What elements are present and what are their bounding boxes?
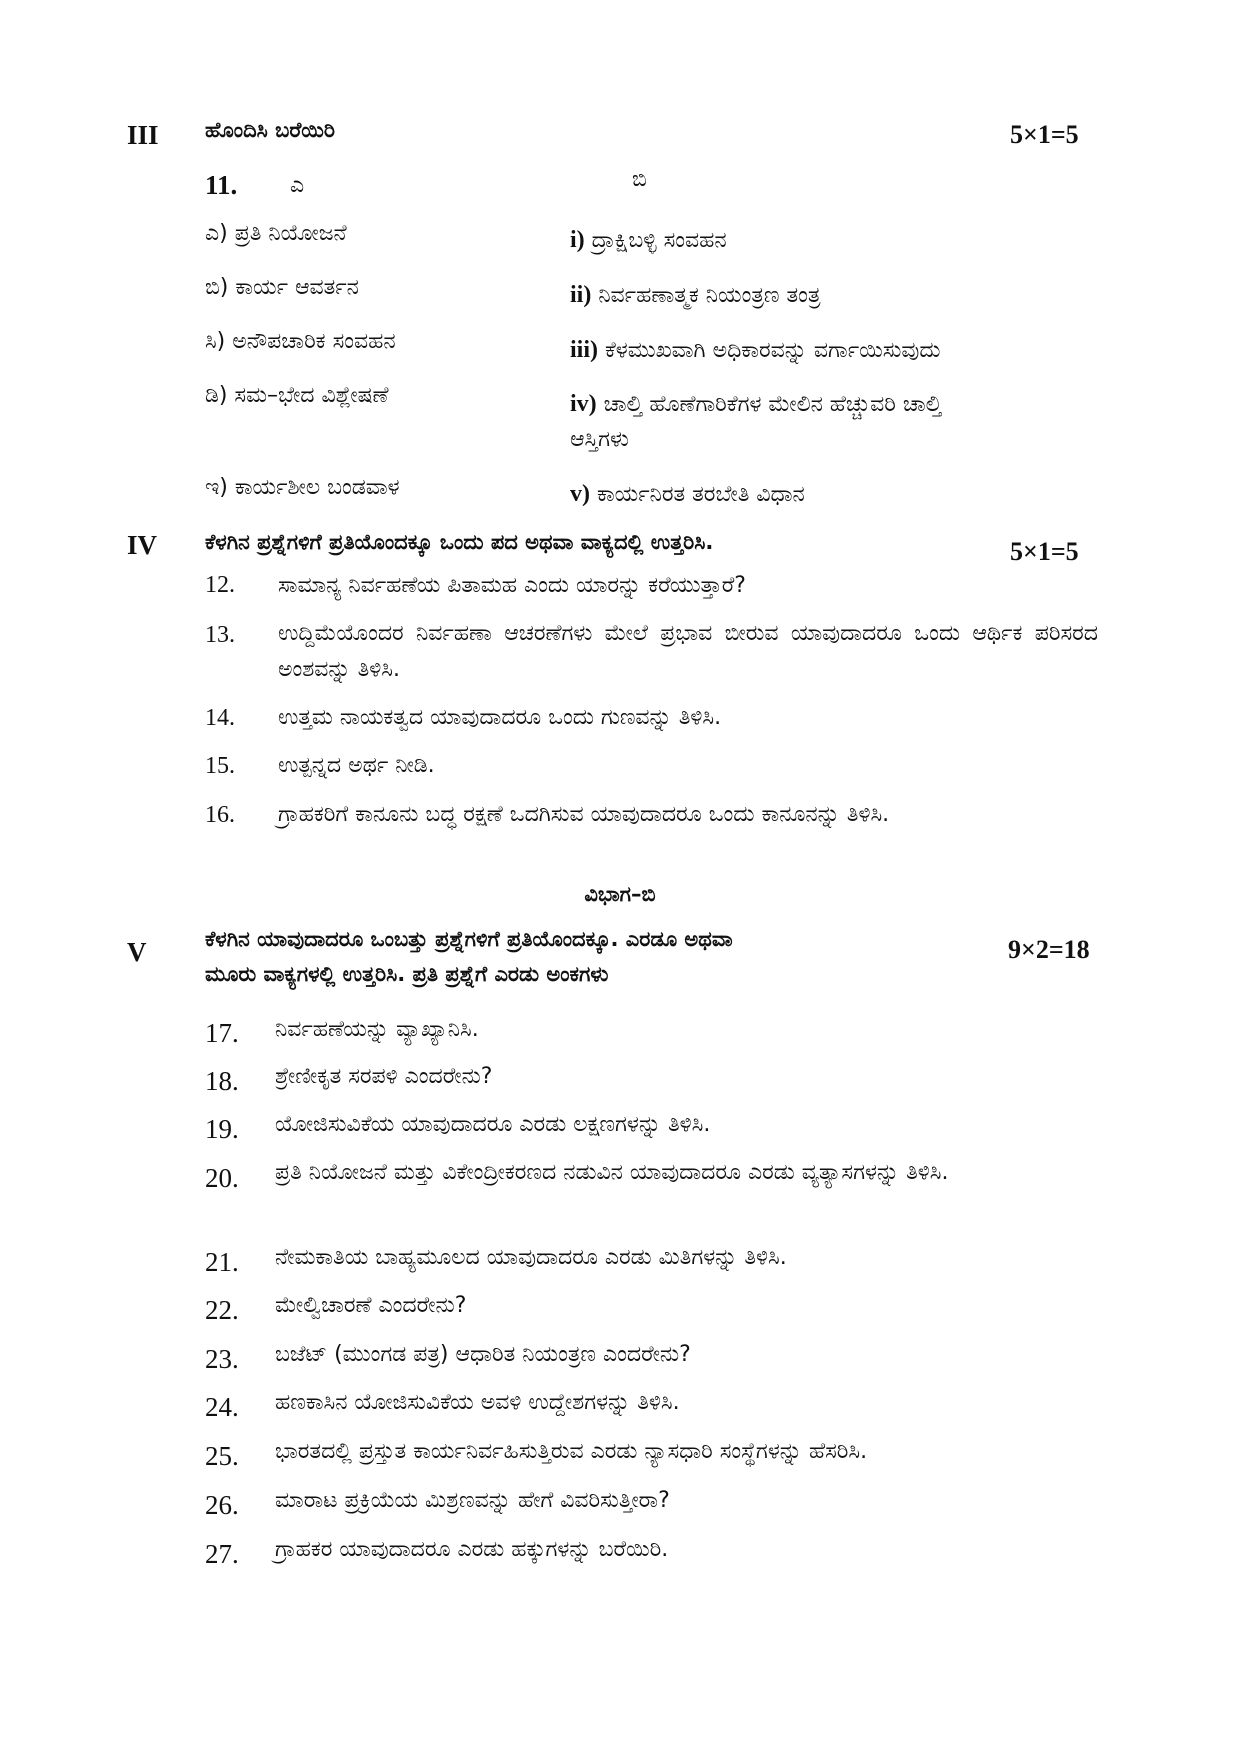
column-b-text: ಕಾರ್ಯನಿರತ ತರಬೇತಿ ವಿಧಾನ xyxy=(597,482,805,507)
question-number: 14. xyxy=(205,705,235,731)
q11-number: 11. xyxy=(205,170,238,200)
question-text: ಉತ್ತಮ ನಾಯಕತ್ವದ ಯಾವುದಾದರೂ ಒಂದು ಗುಣವನ್ನು ತಿಳಿಸಿ. xyxy=(278,705,722,730)
question-text: ಮೇಲ್ವಿಚಾರಣೆ ಎಂದರೇನು? xyxy=(275,1293,467,1318)
question-number: 18. xyxy=(205,1066,239,1096)
question-text: ಗ್ರಾಹಕರ ಯಾವುದಾದರೂ ಎರಡು ಹಕ್ಕುಗಳನ್ನು ಬರೆಯಿರಿ. xyxy=(275,1537,669,1562)
column-a-item: ಸಿ) ಅನೌಪಚಾರಿಕ ಸಂವಹನ xyxy=(205,329,396,354)
section-5-marks: 9×2=18 xyxy=(1008,935,1090,964)
question-text: ಭಾರತದಲ್ಲಿ ಪ್ರಸ್ತುತ ಕಾರ್ಯನಿರ್ವಹಿಸುತ್ತಿರುವ ಎರಡು ನ್ಯಾಸಧಾರಿ ಸಂಸ್ಥೆಗಳನ್ನು ಹೆಸರಿಸಿ. xyxy=(275,1439,868,1464)
column-b-item xyxy=(570,222,727,259)
question-number: 13. xyxy=(205,622,235,648)
column-b-item-continued: ಆಸ್ತಿಗಳು xyxy=(570,427,629,452)
column-b-text: ದ್ರಾಕ್ಷಿಬಳ್ಳಿ ಸಂವಹನ xyxy=(591,228,727,253)
question-number: 19. xyxy=(205,1114,239,1144)
question-number: 15. xyxy=(205,753,235,779)
question-text: ಶ್ರೇಣೀಕೃತ ಸರಪಳಿ ಎಂದರೇನು? xyxy=(275,1064,493,1089)
column-b-text: ನಿರ್ವಹಣಾತ್ಮಕ ನಿಯಂತ್ರಣ ತಂತ್ರ xyxy=(598,283,821,308)
question-text: ಉದ್ದಿಮೆಯೊಂದರ ನಿರ್ವಹಣಾ ಆಚರಣೆಗಳು ಮೇಲೆ ಪ್ರಭಾವ ಬೀರುವ ಯಾವುದಾದರೂ ಒಂದು ಆರ್ಥಿಕ ಪರಿಸರದ ಅಂಶವನ್ನು ತಿಳಿಸಿ. xyxy=(278,621,1098,682)
column-b-item xyxy=(570,277,820,314)
column-a-item: ಇ) ಕಾರ್ಯಶೀಲ ಬಂಡವಾಳ xyxy=(205,475,400,500)
question-text: ಮಾರಾಟ ಪ್ರಕ್ರಿಯೆಯ ಮಿಶ್ರಣವನ್ನು ಹೇಗೆ ವಿವರಿಸುತ್ತೀರಾ? xyxy=(275,1488,670,1513)
column-a-header: ಎ xyxy=(290,173,305,198)
question-text: ನೇಮಕಾತಿಯ ಬಾಹ್ಯಮೂಲದ ಯಾವುದಾದರೂ ಎರಡು ಮಿತಿಗಳನ್ನು ತಿಳಿಸಿ. xyxy=(275,1245,787,1270)
question-text: ಸಾಮಾನ್ಯ ನಿರ್ವಹಣೆಯ ಪಿತಾಮಹ ಎಂದು ಯಾರನ್ನು ಕರೆಯುತ್ತಾರೆ? xyxy=(278,573,746,598)
section-3-roman: III xyxy=(127,120,159,150)
section-4-marks: 5×1=5 xyxy=(1010,537,1079,566)
question-number: 25. xyxy=(205,1441,239,1471)
section-3-marks: 5×1=5 xyxy=(1010,120,1079,149)
section-4-roman: IV xyxy=(127,530,158,560)
section-4-heading: ಕೆಳಗಿನ ಪ್ರಶ್ನೆಗಳಿಗೆ ಪ್ರತಿಯೊಂದಕ್ಕೂ ಒಂದು ಪದ ಅಥವಾ ವಾಕ್ಯದಲ್ಲಿ ಉತ್ತರಿಸಿ. xyxy=(205,530,714,554)
column-b-label: v) xyxy=(570,481,590,507)
question-number: 27. xyxy=(205,1539,239,1569)
question-number: 20. xyxy=(205,1163,239,1193)
column-b-item xyxy=(570,332,941,369)
column-b-label: ii) xyxy=(570,282,592,308)
column-b-text: ಕೆಳಮುಖವಾಗಿ ಅಧಿಕಾರವನ್ನು ವರ್ಗಾಯಿಸುವುದು xyxy=(605,338,941,363)
section-5-heading-line1: ಕೆಳಗಿನ ಯಾವುದಾದರೂ ಒಂಬತ್ತು ಪ್ರಶ್ನೆಗಳಿಗೆ ಪ್ರತಿಯೊಂದಕ್ಕೂ. ಎರಡೂ ಅಥವಾ xyxy=(205,927,733,951)
section-5-heading-line2: ಮೂರು ವಾಕ್ಯಗಳಲ್ಲಿ ಉತ್ತರಿಸಿ. ಪ್ರತಿ ಪ್ರಶ್ನೆಗೆ ಎರಡು ಅಂಕಗಳು xyxy=(205,962,609,986)
column-b-text: ಚಾಲ್ತಿ ಹೊಣೆಗಾರಿಕೆಗಳ ಮೇಲಿನ ಹೆಚ್ಚುವರಿ ಚಾಲ್ತಿ xyxy=(603,392,942,417)
column-a-item: ಡಿ) ಸಮ–ಭೇದ ವಿಶ್ಲೇಷಣೆ xyxy=(205,383,389,408)
question-text: ನಿರ್ವಹಣೆಯನ್ನು ವ್ಯಾಖ್ಯಾನಿಸಿ. xyxy=(275,1017,479,1042)
column-a-item: ಎ) ಪ್ರತಿ ನಿಯೋಜನೆ xyxy=(205,221,347,246)
question-text: ಹಣಕಾಸಿನ ಯೋಜಿಸುವಿಕೆಯ ಅವಳಿ ಉದ್ದೇಶಗಳನ್ನು ತಿಳಿಸಿ. xyxy=(275,1390,680,1415)
column-b-label: i) xyxy=(570,227,585,253)
column-b-item xyxy=(570,386,942,423)
column-a-item: ಬಿ) ಕಾರ್ಯ ಆವರ್ತನ xyxy=(205,275,359,300)
column-b-label: iii) xyxy=(570,337,598,363)
question-number: 12. xyxy=(205,572,235,598)
column-b-header: ಬಿ xyxy=(632,167,647,192)
question-text: ಯೋಜಿಸುವಿಕೆಯ ಯಾವುದಾದರೂ ಎರಡು ಲಕ್ಷಣಗಳನ್ನು ತಿಳಿಸಿ. xyxy=(275,1112,711,1137)
question-text: ಪ್ರತಿ ನಿಯೋಜನೆ ಮತ್ತು ವಿಕೇಂದ್ರೀಕರಣದ ನಡುವಿನ ಯಾವುದಾದರೂ ಎರಡು ವ್ಯತ್ಯಾಸಗಳನ್ನು ತಿಳಿಸಿ. xyxy=(275,1160,949,1185)
question-number: 21. xyxy=(205,1247,239,1277)
section-5-roman: V xyxy=(127,937,147,967)
column-b-label: iv) xyxy=(570,391,597,417)
question-number: 17. xyxy=(205,1018,239,1048)
part-b-title: ವಿಭಾಗ–ಬಿ xyxy=(584,882,656,906)
question-text: ಬಜೆಟ್ (ಮುಂಗಡ ಪತ್ರ) ಆಧಾರಿತ ನಿಯಂತ್ರಣ ಎಂದರೇನು? xyxy=(275,1342,691,1367)
question-text: ಉತ್ಪನ್ನದ ಅರ್ಥ ನೀಡಿ. xyxy=(278,753,435,778)
question-number: 26. xyxy=(205,1490,239,1520)
question-number: 16. xyxy=(205,802,235,828)
question-number: 23. xyxy=(205,1344,239,1374)
column-b-item xyxy=(570,476,805,513)
section-3-heading: ಹೊಂದಿಸಿ ಬರೆಯಿರಿ xyxy=(205,118,335,142)
question-number: 24. xyxy=(205,1392,239,1422)
question-text: ಗ್ರಾಹಕರಿಗೆ ಕಾನೂನು ಬದ್ಧ ರಕ್ಷಣೆ ಒದಗಿಸುವ ಯಾವುದಾದರೂ ಒಂದು ಕಾನೂನನ್ನು ತಿಳಿಸಿ. xyxy=(278,802,890,827)
question-number: 22. xyxy=(205,1295,239,1325)
